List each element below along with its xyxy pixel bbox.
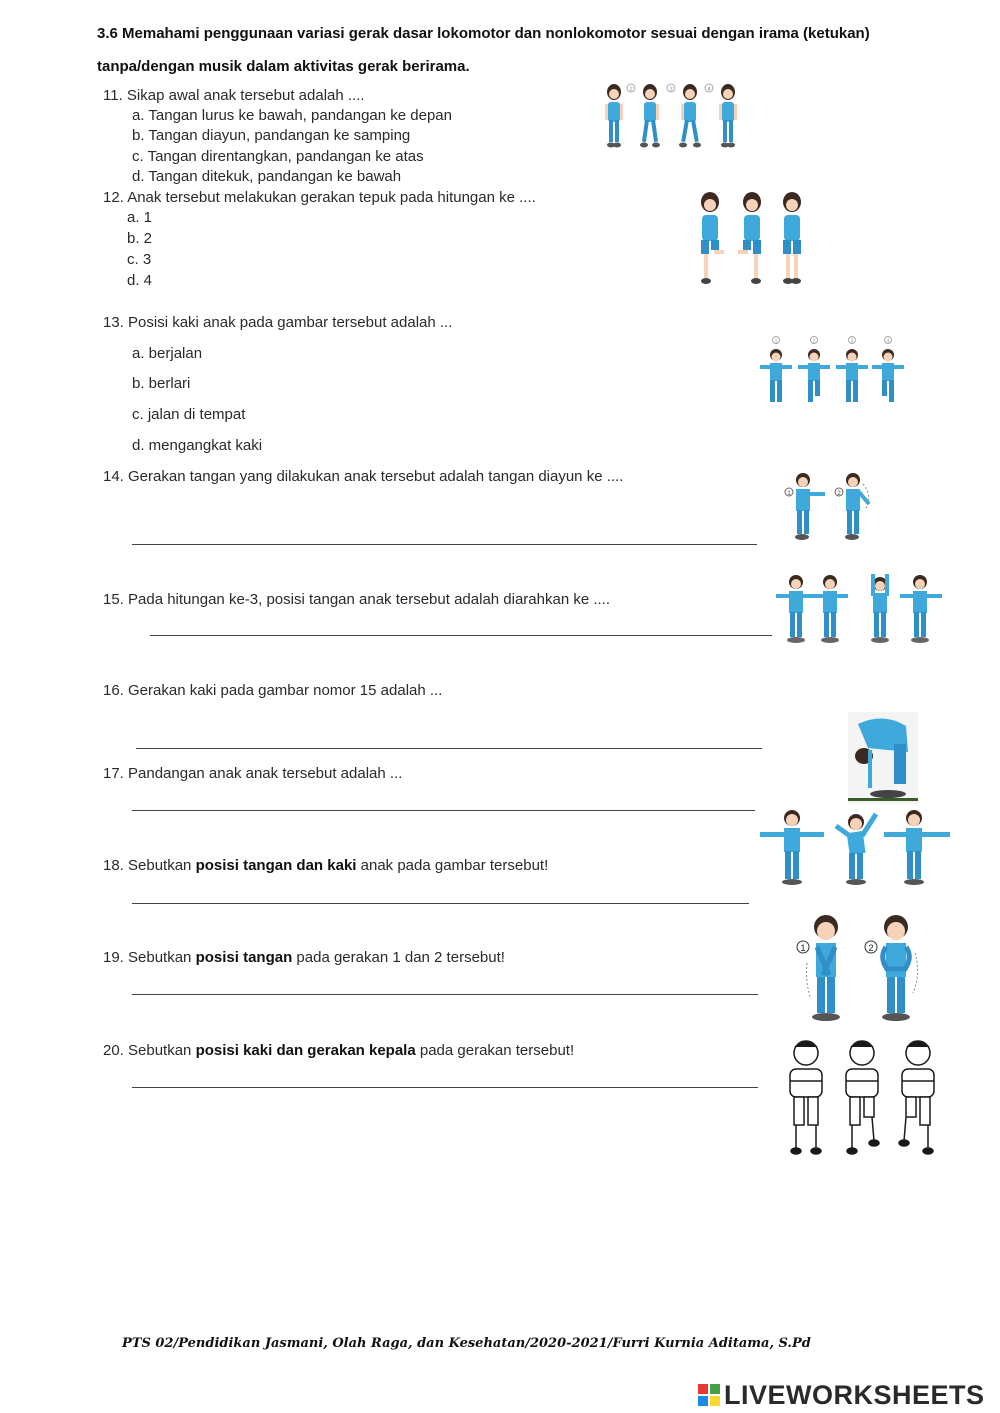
q18-figure (758, 806, 953, 888)
q19-post: pada gerakan 1 dan 2 tersebut! (292, 949, 505, 966)
q11-pose-4 (705, 84, 737, 148)
q13-number-1: 1 (774, 338, 778, 345)
q11-option-c[interactable]: c. Tangan direntangkan, pandangan ke atas (132, 148, 424, 165)
q12-pose (701, 192, 724, 284)
q20-pose (790, 1041, 822, 1154)
q18-pose (884, 810, 950, 885)
q16-answer-line (136, 748, 762, 749)
q11-number-2: 2 (629, 87, 633, 93)
q13-option-c[interactable]: c. jalan di tempat (132, 406, 246, 423)
q19-number-1: 1 (800, 943, 806, 953)
q12-option-c[interactable]: c. 3 (127, 251, 152, 268)
q13-number-3: 3 (850, 338, 854, 345)
q11-option-d[interactable]: d. Tangan ditekuk, pandangan ke bawah (132, 168, 402, 185)
liveworksheets-logo-icon (698, 1384, 720, 1406)
q12-option-a[interactable]: a. 1 (127, 209, 153, 226)
q11-option-b[interactable]: b. Tangan diayun, pandangan ke samping (132, 127, 411, 144)
q11-pose-1 (605, 84, 623, 148)
q15-answer-line (150, 635, 772, 636)
q16-figure (848, 712, 918, 804)
q19-figure (795, 913, 935, 1025)
q11-pose-3 (667, 84, 701, 148)
header-line-1: 3.6 Memahami penggunaan variasi gerak dasar lokomotor dan nonlokomotor sesuai dengan irama (ketukan) (97, 25, 870, 42)
q18-answer-line (132, 903, 749, 904)
q15-figure (772, 570, 947, 650)
q13-pose-2 (798, 337, 830, 403)
question-13: 13. Posisi kaki anak pada gambar tersebut adalah ... (103, 314, 453, 331)
q11-figure (600, 80, 745, 152)
liveworksheets-text: LIVEWORKSHEETS (724, 1379, 985, 1410)
question-15: 15. Pada hitungan ke-3, posisi tangan anak tersebut adalah diarahkan ke .... (103, 591, 611, 608)
q13-figure (758, 335, 908, 410)
liveworksheets-watermark (698, 1380, 985, 1410)
q20-pose (846, 1041, 879, 1154)
question-18 (103, 857, 548, 874)
header-line-2: tanpa/dengan musik dalam aktivitas gerak berirama. (97, 58, 470, 75)
q11-option-a[interactable]: a. Tangan lurus ke bawah, pandangan ke depan (132, 107, 452, 124)
q13-option-b[interactable]: b. berlari (132, 375, 191, 392)
q13-number-4: 4 (886, 338, 890, 345)
q20-bold: posisi kaki dan gerakan kepala (195, 1042, 416, 1059)
q14-number-2: 2 (837, 491, 841, 497)
q20-pre: 20. Sebutkan (103, 1042, 196, 1059)
q14-answer-line (132, 544, 757, 545)
q18-post: anak pada gambar tersebut! (356, 857, 549, 874)
q15-pose (871, 574, 889, 643)
question-20 (103, 1042, 574, 1059)
question-11: 11. Sikap awal anak tersebut adalah .... (103, 87, 365, 104)
q13-number-2: 2 (812, 338, 816, 345)
q15-pose (812, 575, 848, 643)
q13-pose-3 (836, 337, 868, 403)
q17-answer-line (132, 810, 755, 811)
q14-figure (783, 470, 883, 545)
q20-post: pada gerakan tersebut! (415, 1042, 575, 1059)
footer-credit: PTS 02/Pendidikan Jasmani, Olah Raga, dan Kesehatan/2020-2021/Furri Kurnia Aditama, S.Pd (122, 1336, 811, 1351)
q19-answer-blank[interactable] (132, 976, 758, 994)
q19-pre: 19. Sebutkan (103, 949, 196, 966)
q15-pose (776, 575, 816, 643)
q20-pose (899, 1041, 934, 1154)
question-14: 14. Gerakan tangan yang dilakukan anak tersebut adalah tangan diayun ke .... (103, 468, 624, 485)
q19-answer-line (132, 994, 758, 995)
q16-answer-blank[interactable] (136, 730, 762, 748)
question-12: 12. Anak tersebut melakukan gerakan tepuk pada hitungan ke .... (103, 189, 536, 206)
q15-answer-blank[interactable] (150, 617, 772, 635)
q19-bold: posisi tangan (195, 949, 293, 966)
q12-option-d[interactable]: d. 4 (127, 272, 153, 289)
q11-number-3: 3 (669, 87, 673, 93)
q18-pre: 18. Sebutkan (103, 857, 196, 874)
q18-answer-blank[interactable] (132, 885, 749, 903)
q13-pose-4 (872, 337, 904, 403)
q20-answer-blank[interactable] (132, 1069, 758, 1087)
q18-pose (760, 810, 824, 885)
q12-pose (783, 192, 801, 284)
question-16: 16. Gerakan kaki pada gambar nomor 15 adalah ... (103, 682, 443, 699)
q19-pose-1 (797, 915, 840, 1021)
q19-pose-2 (865, 915, 918, 1021)
q12-pose (738, 192, 761, 284)
q14-pose-1 (785, 473, 825, 540)
q19-number-2: 2 (868, 943, 874, 953)
q13-option-a[interactable]: a. berjalan (132, 345, 203, 362)
q13-option-d[interactable]: d. mengangkat kaki (132, 437, 263, 454)
q13-pose-1 (760, 337, 792, 403)
q12-option-b[interactable]: b. 2 (127, 230, 153, 247)
q14-answer-blank[interactable] (132, 526, 757, 544)
q11-number-4: 4 (707, 87, 711, 93)
q20-figure (778, 1037, 946, 1159)
q14-pose-2 (835, 473, 869, 540)
q14-number-1: 1 (787, 491, 791, 497)
q11-pose-2 (627, 84, 660, 148)
q18-pose (836, 814, 876, 885)
q20-answer-line (132, 1087, 758, 1088)
question-17: 17. Pandangan anak anak tersebut adalah ... (103, 765, 403, 782)
question-19 (103, 949, 505, 966)
q17-answer-blank[interactable] (132, 792, 755, 810)
q15-pose (900, 575, 942, 643)
q12-figure (692, 190, 812, 290)
q18-bold: posisi tangan dan kaki (195, 857, 357, 874)
